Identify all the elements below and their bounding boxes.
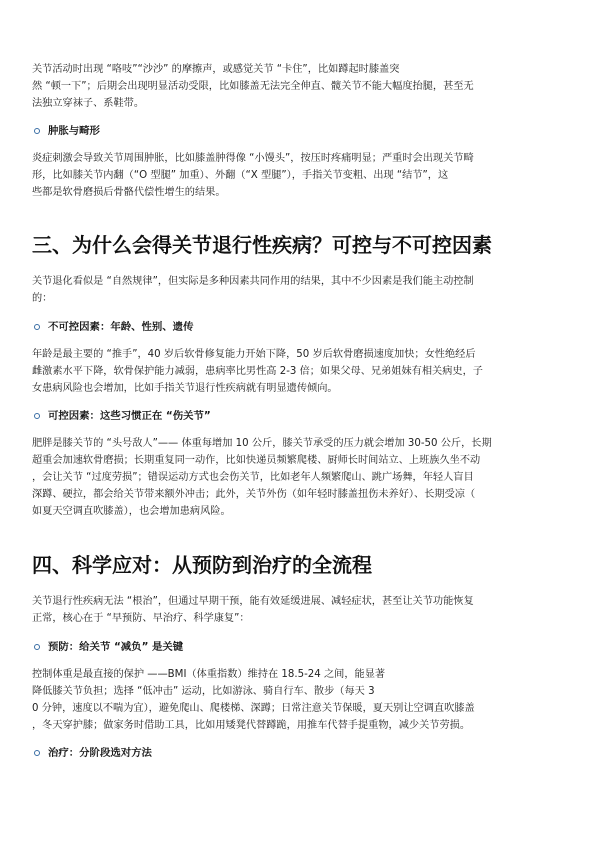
bullet-marker bbox=[34, 324, 40, 330]
controllable-line-4: 深蹲、硬拉，都会给关节带来额外冲击；此外，关节外伤（如年轻时膝盖扭伤未养好）、长期受凉（ bbox=[32, 489, 476, 500]
symptom-stiffness-line-3: 法独立穿袜子、系鞋带。 bbox=[32, 98, 145, 109]
prevention-line-3: 0 分钟，速度以不喘为宜），避免爬山、爬楼梯、深蹲；日常注意关节保暖，夏天别让空调直吹膝盖 bbox=[32, 703, 475, 714]
bullet-marker bbox=[34, 128, 40, 134]
section-3-heading: 三、为什么会得关节退行性疾病？可控与不可控因素 bbox=[32, 233, 492, 257]
controllable-line-2: 超重会加速软骨磨损；长期重复同一动作，比如快递员频繁爬楼、厨师长时间站立、上班族久坐不动 bbox=[32, 455, 481, 466]
section-4-intro-line-1: 关节退行性疾病无法 “根治”，但通过早期干预，能有效延缓进展、减轻症状，甚至让关节功能恢复 bbox=[32, 596, 474, 607]
prevention-line-2: 降低膝关节负担；选择 “低冲击” 运动，比如游泳、骑自行车、散步（每天 3 bbox=[32, 686, 375, 697]
bullet-treatment bbox=[32, 746, 572, 760]
section-3-intro-line-1: 关节退化看似是 “自然规律”，但实际是多种因素共同作用的结果，其中不少因素是我们能主动控制 bbox=[32, 276, 474, 287]
bullet-uncontrollable bbox=[32, 320, 572, 334]
controllable-line-3: ，会让关节 “过度劳损”；错误运动方式也会伤关节，比如老年人频繁爬山、跳广场舞，年轻人盲目 bbox=[32, 472, 474, 483]
bullet-controllable bbox=[32, 409, 572, 423]
bullet-uncontrollable-title: 不可控因素：年龄、性别、遗传 bbox=[48, 321, 194, 333]
bullet-prevention bbox=[32, 640, 572, 654]
bullet-marker bbox=[34, 644, 40, 650]
bullet-marker bbox=[34, 750, 40, 756]
uncontrollable-line-1: 年龄是最主要的 “推手”，40 岁后软骨修复能力开始下降，50 岁后软骨磨损速度加快；女性绝经后 bbox=[32, 349, 476, 360]
prevention-line-1: 控制体重是最直接的保护 ——BMI（体重指数）维持在 18.5-24 之间，能显著 bbox=[32, 669, 386, 680]
bullet-controllable-title: 可控因素：这些习惯正在 “伤关节” bbox=[48, 410, 211, 422]
swelling-line-1: 炎症刺激会导致关节周围肿胀，比如膝盖肿得像 “小馒头”，按压时疼痛明显；严重时会出现关节畸 bbox=[32, 153, 474, 164]
bullet-marker bbox=[34, 413, 40, 419]
section-4-intro-line-2: 正常，核心在于 “早预防、早治疗、科学康复”： bbox=[32, 613, 250, 624]
section-4-heading: 四、科学应对：从预防到治疗的全流程 bbox=[32, 553, 372, 577]
bullet-treatment-title: 治疗：分阶段选对方法 bbox=[48, 747, 152, 759]
symptom-stiffness-line-1: 关节活动时出现 “咯吱”“沙沙” 的摩擦声，或感觉关节 “卡住”，比如蹲起时膝盖突 bbox=[32, 64, 400, 75]
bullet-swelling bbox=[32, 124, 572, 138]
controllable-line-1: 肥胖是膝关节的 “头号敌人”—— 体重每增加 10 公斤，膝关节承受的压力就会增加 30-50 公斤，长期 bbox=[32, 438, 492, 449]
bullet-swelling-title: 肿胀与畸形 bbox=[48, 125, 100, 137]
symptom-stiffness-line-2: 然 “顿一下”；后期会出现明显活动受限，比如膝盖无法完全伸直、髋关节不能大幅度抬腿，甚至无 bbox=[32, 81, 474, 92]
section-3-intro-line-2: 的： bbox=[32, 293, 53, 304]
swelling-line-2: 形，比如膝关节内翻（“O 型腿” 加重）、外翻（“X 型腿”），手指关节变粗、出现 “结节”，这 bbox=[32, 170, 449, 181]
bullet-prevention-title: 预防：给关节 “减负” 是关键 bbox=[48, 641, 184, 653]
controllable-line-5: 如夏天空调直吹膝盖），也会增加患病风险。 bbox=[32, 506, 231, 517]
uncontrollable-line-2: 雌激素水平下降，软骨保护能力减弱，患病率比男性高 2-3 倍；如果父母、兄弟姐妹有相关病史，子 bbox=[32, 366, 483, 377]
uncontrollable-line-3: 女患病风险也会增加，比如手指关节退行性疾病就有明显遗传倾向。 bbox=[32, 383, 338, 394]
swelling-line-3: 些都是软骨磨损后骨骼代偿性增生的结果。 bbox=[32, 187, 226, 198]
prevention-line-4: ，冬天穿护膝；做家务时借助工具，比如用矮凳代替蹲跪，用推车代替手提重物，减少关节劳损。 bbox=[32, 720, 471, 731]
